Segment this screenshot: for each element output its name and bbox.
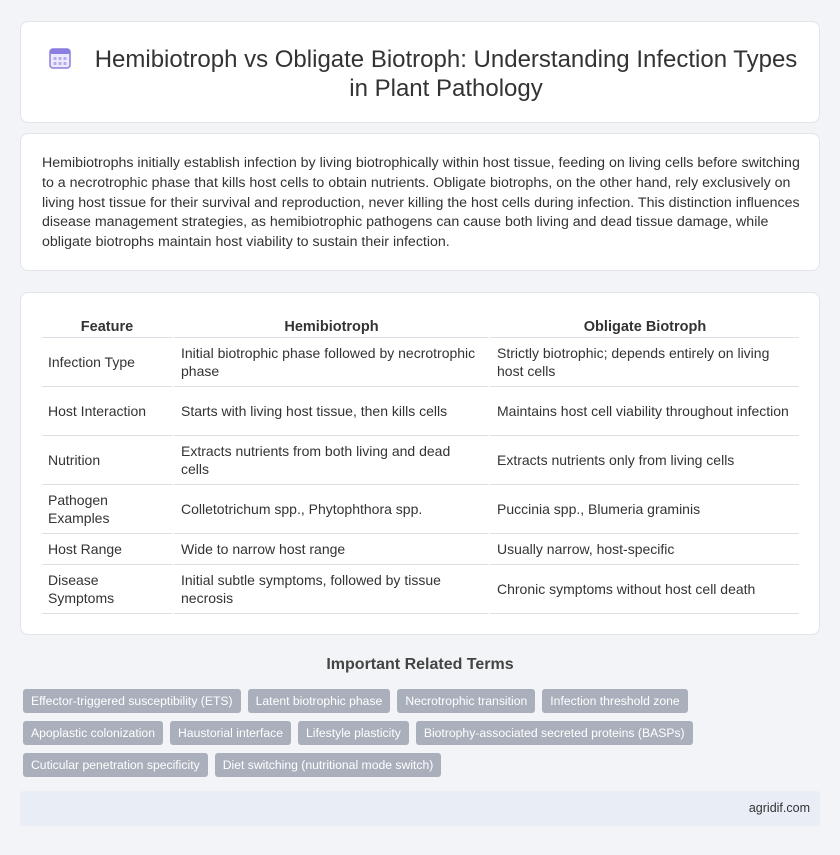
table-cell: Wide to narrow host range (172, 534, 488, 565)
column-header: Feature (42, 316, 172, 338)
related-term-tag[interactable]: Cuticular penetration specificity (23, 753, 208, 777)
footer (20, 791, 820, 826)
table-row (42, 534, 799, 565)
calendar-icon (48, 46, 72, 70)
table-cell: Usually narrow, host-specific (488, 534, 799, 565)
table-cell: Extracts nutrients from both living and dead cells (172, 436, 488, 485)
table-cell: Chronic symptoms without host cell death (488, 565, 799, 614)
table-cell: Host Range (42, 534, 172, 565)
comparison-table (42, 316, 799, 614)
table-cell: Maintains host cell viability throughout infection (488, 387, 799, 436)
comparison-card (20, 292, 820, 635)
table-cell: Host Interaction (42, 387, 172, 436)
intro-card (20, 133, 820, 271)
related-term-tag[interactable]: Biotrophy-associated secreted proteins (BASPs) (416, 721, 693, 745)
related-term-tag[interactable]: Latent biotrophic phase (248, 689, 391, 713)
footer-site-link[interactable]: agridif.com (748, 801, 810, 815)
table-cell: Nutrition (42, 436, 172, 485)
intro-paragraph: Hemibiotrophs initially establish infection by living biotrophically within host tissue, feeding on living cells before switching to a necrotrophic phase that kills host cells to obtain nutrients. Obligate biotrophs, on the other hand, rely exclusively on living host tissue for their survival and reproduction, never killing the host cells during infection. This distinction influences disease management strategies, as hemibiotrophic pathogens can cause both living and dead tissue damage, while obligate biotrophs maintain host viability to sustain their infection. (42, 155, 800, 251)
column-header: Hemibiotroph (172, 316, 488, 338)
column-header: Obligate Biotroph (488, 316, 799, 338)
related-term-tag[interactable]: Apoplastic colonization (23, 721, 163, 745)
table-row (42, 565, 799, 614)
table-row (42, 387, 799, 436)
table-cell: Strictly biotrophic; depends entirely on living host cells (488, 338, 799, 387)
related-term-tag[interactable]: Effector-triggered susceptibility (ETS) (23, 689, 241, 713)
table-cell: Starts with living host tissue, then kills cells (172, 387, 488, 436)
related-terms-heading: Important Related Terms (326, 656, 514, 673)
related-term-tag[interactable]: Infection threshold zone (542, 689, 687, 713)
table-cell: Infection Type (42, 338, 172, 387)
table-row (42, 485, 799, 534)
table-row (42, 338, 799, 387)
table-cell: Initial subtle symptoms, followed by tissue necrosis (172, 565, 488, 614)
related-term-tag[interactable]: Necrotrophic transition (397, 689, 535, 713)
table-cell: Initial biotrophic phase followed by necrotrophic phase (172, 338, 488, 387)
related-term-tag[interactable]: Haustorial interface (170, 721, 291, 745)
table-cell: Extracts nutrients only from living cells (488, 436, 799, 485)
table-cell: Puccinia spp., Blumeria graminis (488, 485, 799, 534)
table-cell: Disease Symptoms (42, 565, 172, 614)
page-title: Hemibiotroph vs Obligate Biotroph: Understanding Infection Types in Plant Pathology (94, 46, 798, 102)
table-cell: Colletotrichum spp., Phytophthora spp. (172, 485, 488, 534)
table-row (42, 436, 799, 485)
related-terms-list (23, 689, 783, 785)
related-term-tag[interactable]: Diet switching (nutritional mode switch) (215, 753, 442, 777)
table-cell: Pathogen Examples (42, 485, 172, 534)
related-term-tag[interactable]: Lifestyle plasticity (298, 721, 409, 745)
